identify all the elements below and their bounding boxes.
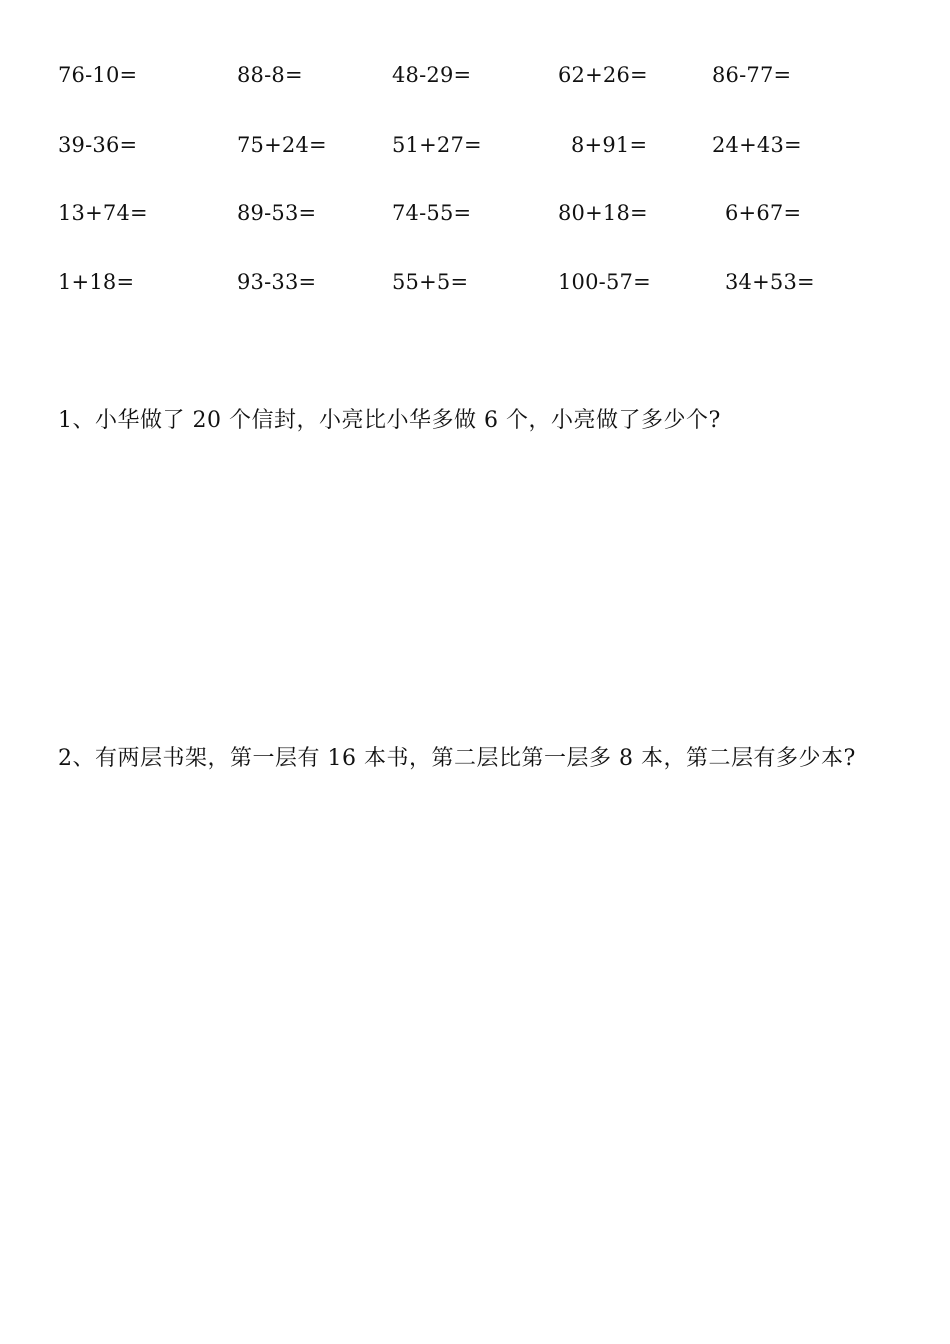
exercise-item: 48-29= [392, 63, 472, 87]
exercise-item: 6+67= [725, 201, 802, 225]
exercise-item: 39-36= [58, 133, 138, 157]
exercise-item: 75+24= [237, 133, 327, 157]
exercise-item: 76-10= [58, 63, 138, 87]
exercise-item: 80+18= [558, 201, 648, 225]
exercise-item: 93-33= [237, 270, 317, 294]
exercise-item: 34+53= [725, 270, 815, 294]
exercise-item: 1+18= [58, 270, 135, 294]
exercise-item: 24+43= [712, 133, 802, 157]
exercise-item: 89-53= [237, 201, 317, 225]
exercise-item: 100-57= [558, 270, 651, 294]
exercise-item: 62+26= [558, 63, 648, 87]
word-problem-2: 2、有两层书架，第一层有 16 本书，第二层比第一层多 8 本，第二层有多少本? [58, 746, 856, 771]
exercise-item: 88-8= [237, 63, 303, 87]
exercise-item: 55+5= [392, 270, 469, 294]
exercise-item: 8+91= [571, 133, 648, 157]
exercise-item: 13+74= [58, 201, 148, 225]
exercise-item: 86-77= [712, 63, 792, 87]
exercise-item: 51+27= [392, 133, 482, 157]
word-problem-1: 1、小华做了 20 个信封，小亮比小华多做 6 个，小亮做了多少个? [58, 408, 721, 433]
exercise-item: 74-55= [392, 201, 472, 225]
